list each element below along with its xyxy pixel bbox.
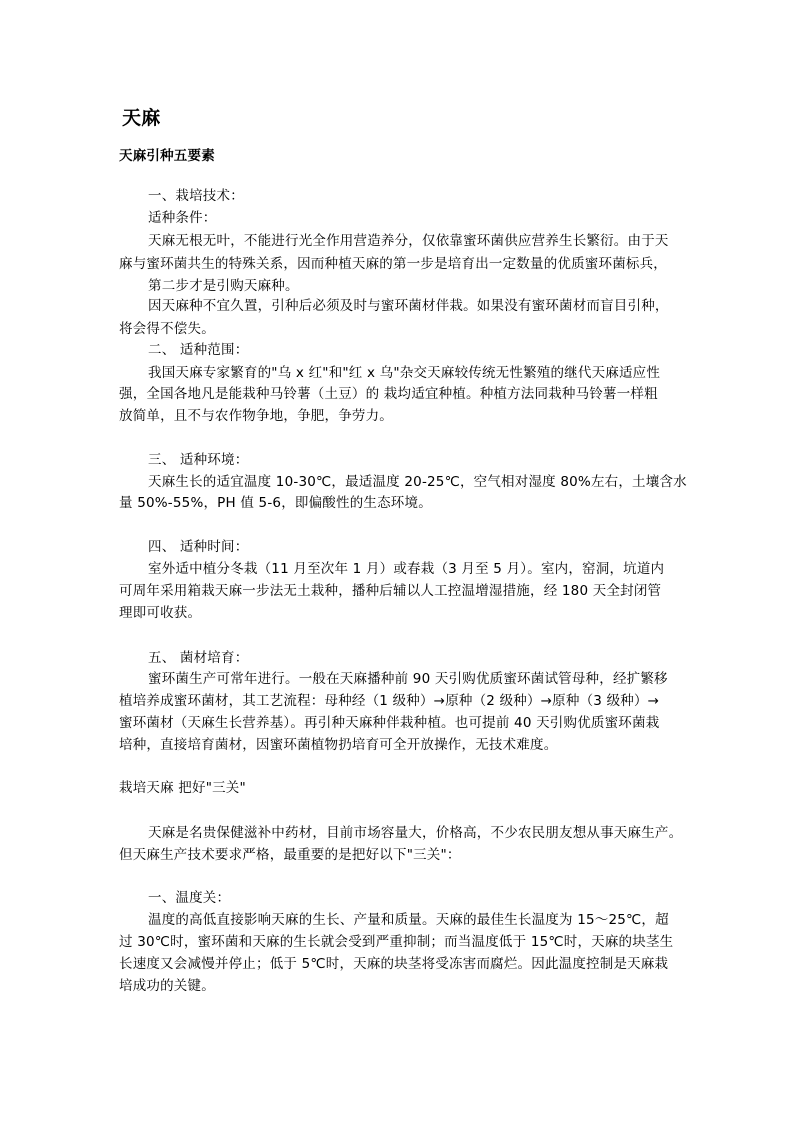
paragraph-line: 天麻生长的适宜温度 10-30℃，最适温度 20-25℃，空气相对湿度 80%左右，土壤含水 <box>148 474 687 490</box>
document-title: 天麻 <box>122 107 161 129</box>
paragraph-line: 长速度又会减慢并停止；低于 5℃时，天麻的块茎将受冻害而腐烂。因此温度控制是天麻栽 <box>119 956 669 972</box>
paragraph-line: 培成功的关键。 <box>119 978 215 994</box>
section-title-three-gates: 栽培天麻 把好"三关" <box>119 780 246 796</box>
paragraph-line: 麻与蜜环菌共生的特殊关系，因而种植天麻的第一步是培育出一定数量的优质蜜环菌标兵， <box>119 256 667 272</box>
paragraph-line: 将会得不偿失。 <box>119 321 215 337</box>
paragraph-line: 我国天麻专家繁育的"乌 x 红"和"红 x 乌"杂交天麻较传统无性繁殖的继代天麻适应性 <box>148 365 661 381</box>
paragraph-line: 放简单，且不与农作物争地，争肥，争劳力。 <box>119 408 393 424</box>
paragraph-line: 植培养成蜜环菌材，其工艺流程：母种经（1 级种）→原种（2 级种）→原种（3 级种）→ <box>119 693 660 709</box>
paragraph-line: 过 30℃时，蜜环菌和天麻的生长就会受到严重抑制；而当温度低于 15℃时，天麻的块茎生 <box>119 934 674 950</box>
paragraph-line: 理即可收获。 <box>119 605 202 621</box>
heading-suitable-range: 二、 适种范围： <box>148 342 249 358</box>
heading-suitable-time: 四、 适种时间： <box>148 539 249 555</box>
subheading-suitable-conditions: 适种条件： <box>148 210 217 226</box>
section-title: 天麻引种五要素 <box>119 148 215 164</box>
paragraph-line: 天麻是名贵保健滋补中药材，目前市场容量大，价格高，不少农民朋友想从事天麻生产。 <box>148 825 683 841</box>
paragraph-line: 第二步才是引购天麻种。 <box>148 278 299 294</box>
paragraph-line: 因天麻种不宜久置，引种后必须及时与蜜环菌材伴栽。如果没有蜜环菌材而盲目引种， <box>148 298 669 314</box>
paragraph-line: 量 50%-55%，PH 值 5-6，即偏酸性的生态环境。 <box>119 495 432 511</box>
paragraph-line: 但天麻生产技术要求严格，最重要的是把好以下"三关"： <box>119 847 461 863</box>
heading-fungus-cultivation: 五、 菌材培育： <box>148 650 249 666</box>
heading-suitable-environment: 三、 适种环境： <box>148 452 249 468</box>
paragraph-line: 天麻无根无叶，不能进行光全作用营造养分，仅依靠蜜环菌供应营养生长繁衍。由于天 <box>148 233 669 249</box>
paragraph-line: 蜜环菌生产可常年进行。一般在天麻播种前 90 天引购优质蜜环菌试管母种，经扩繁移 <box>148 671 668 687</box>
paragraph-line: 温度的高低直接影响天麻的生长、产量和质量。天麻的最佳生长温度为 15～25℃，超 <box>148 912 669 928</box>
paragraph-line: 培种，直接培育菌材，因蜜环菌植物扔培育可全开放操作，无技术难度。 <box>119 737 558 753</box>
paragraph-line: 蜜环菌材（天麻生长营养基）。再引种天麻种伴栽种植。也可提前 40 天引购优质蜜环菌栽 <box>119 715 660 731</box>
paragraph-line: 强，全国各地凡是能栽种马铃薯（土豆）的 栽均适宜种植。种植方法同栽种马铃薯一样粗 <box>119 386 658 402</box>
paragraph-line: 室外适中植分冬栽（11 月至次年 1 月）或春栽（3 月至 5 月）。室内，窑洞，坑道内 <box>148 561 665 577</box>
heading-temperature-gate: 一、温度关： <box>148 890 231 906</box>
paragraph-line: 可周年采用箱栽天麻一步法无土栽种，播种后辅以人工控温增湿措施，经 180 天全封闭管 <box>119 583 662 599</box>
heading-cultivation-technique: 一、栽培技术： <box>148 188 244 204</box>
